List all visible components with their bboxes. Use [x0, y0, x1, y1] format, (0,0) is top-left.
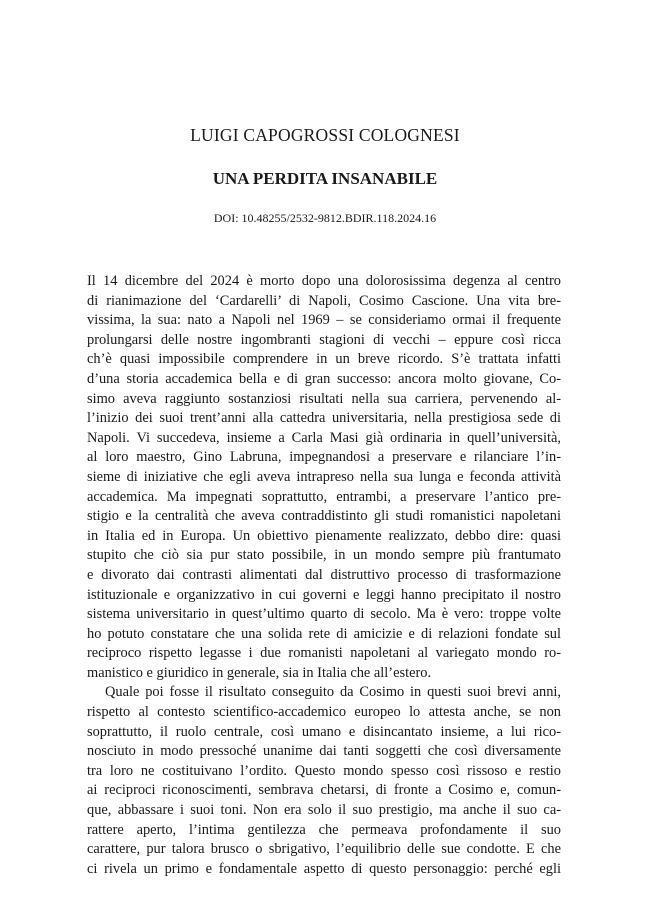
text-line: reciproco rispetto legasse i due romanisti napoletani al variegato mondo ro- — [87, 645, 561, 662]
text-line: in Italia ed in Europa. Un obiettivo pienamente realizzato, debbo dire: quasi — [87, 527, 561, 544]
text-line: ai reciproci riconoscimenti, sembrava chetarsi, di fronte a Cosimo e, comun- — [87, 782, 561, 799]
text-line: nosciuto in modo pressoché unanime dai tanti soggetti che così diversamente — [87, 743, 561, 760]
text-line: rattere aperto, l’intima gentilezza che permeava profondamente il suo — [87, 821, 561, 838]
text-line: ch’è quasi impossibile comprendere in un breve ricordo. S’è trattata infatti — [87, 351, 561, 368]
text-line: rispetto al contesto scientifico-accademico europeo lo attesta anche, se non — [87, 704, 561, 721]
text-line: istituzionale e organizzativo in cui governi e leggi hanno precipitato il nostro — [87, 586, 561, 603]
text-line: l’inizio dei suoi trent’anni alla cattedra universitaria, nella prestigiosa sede di — [87, 410, 561, 427]
text-line: manistico e giuridico in generale, sia in Italia che all’estero. — [87, 664, 432, 681]
text-line: sistema universitario in quest’ultimo quarto di secolo. Ma è vero: troppe volte — [87, 606, 561, 623]
text-line: simo aveva raggiunto sostanziosi risultati nella sua carriera, pervenendo al- — [87, 390, 561, 407]
text-line: Napoli. Vi succedeva, insieme a Carla Masi già ordinaria in quell’università, — [87, 429, 561, 446]
author-name: LUIGI CAPOGROSSI COLOGNESI — [190, 125, 460, 145]
text-line: ho potuto constatare che una solida rete di amicizie e di relazioni fondate sul — [87, 625, 561, 642]
text-line: Quale poi fosse il risultato conseguito da Cosimo in questi suoi brevi anni, — [105, 684, 561, 701]
article-title: UNA PERDITA INSANABILE — [212, 169, 438, 188]
text-line: accademica. Ma impegnati soprattutto, entrambi, a preservare l’antico pre- — [87, 488, 561, 505]
text-line: Il 14 dicembre del 2024 è morto dopo una dolorosissima degenza al centro — [87, 273, 561, 289]
text-line: prolungarsi delle nostre ingombranti stagioni di vecchi – eppure così ricca — [87, 331, 561, 348]
text-line: di rianimazione del ‘Cardarelli’ di Napoli, Cosimo Cascione. Una vita bre- — [87, 292, 561, 309]
text-line: al loro maestro, Gino Labruna, impegnandosi a preservare e rilanciare l’in- — [87, 449, 561, 466]
text-line: carattere, pur talora brusco o sbrigativo, l’equilibrio delle sue condotte. E che — [87, 841, 561, 858]
text-line: vissima, la sua: nato a Napoli nel 1969 – se consideriamo ormai il frequente — [87, 312, 561, 329]
text-line: d’una storia accademica bella e di gran successo: ancora molto giovane, Co- — [87, 370, 561, 387]
text-line: e divorato dai contrasti alimentati dal distruttivo processo di trasformazione — [87, 566, 561, 583]
doi-line: DOI: 10.48255/2532-9812.BDIR.118.2024.16 — [213, 211, 437, 225]
text-line: que, abbassare i suoi toni. Non era solo il suo prestigio, ma anche il suo ca- — [87, 802, 561, 819]
text-line: stigio e la centralità che aveva contraddistinto gli studi romanistici napoletani — [87, 508, 561, 525]
text-line: stupito che ciò sia pur stato possibile, in un mondo sempre più frantumato — [87, 547, 561, 564]
article-body — [87, 272, 561, 879]
paragraph-1 — [87, 272, 561, 683]
text-line: sieme di iniziative che egli aveva intrapreso nella sua lunga e feconda attività — [87, 468, 561, 485]
text-line: soprattutto, il ruolo centrale, così umano e disincantato insieme, a lui rico- — [87, 723, 561, 740]
paragraph-2 — [87, 683, 561, 879]
text-line: tra loro ne costituivano l’ordito. Questo mondo spesso così rissoso e restio — [87, 762, 561, 779]
text-line: ci rivela un primo e fondamentale aspetto di questo personaggio: perché egli — [87, 860, 561, 877]
